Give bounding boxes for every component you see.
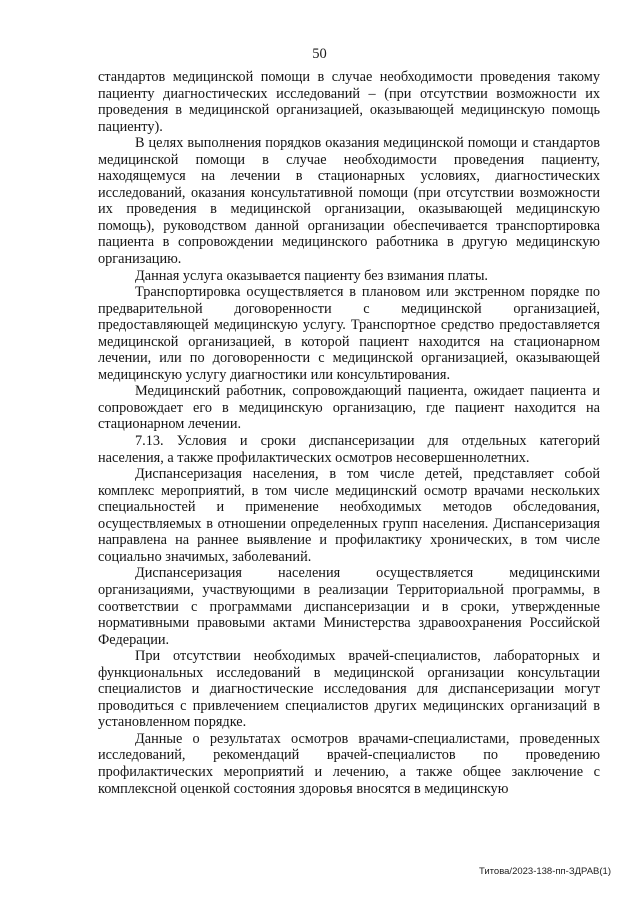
section-heading-7-13: 7.13. Условия и сроки диспансеризации для отдельных категорий населения, а также профилактических осмотров несовершеннолетних. <box>98 433 600 466</box>
paragraph-escort-worker: Медицинский работник, сопровождающий пациента, ожидает пациента и сопровождает его в медицинскую организацию, где пациент находится на стационарном лечении. <box>98 383 600 433</box>
paragraph-free-service: Данная услуга оказывается пациенту без взимания платы. <box>135 267 488 284</box>
paragraph-dispensarization-organizations: Диспансеризация населения осуществляется медицинскими организациями, участвующими в реализации Территориальной программы, в соответствии с программами диспансеризации и в сроки, утвержденные нормативными правовыми актами Министерства здравоохранения Российской Федерации. <box>98 565 600 648</box>
paragraph-specialists-absence: При отсутствии необходимых врачей-специалистов, лабораторных и функциональных исследований в медицинской организации консультации специалистов и диагностические исследования для диспансеризации могут проводиться с привлечением специалистов других медицинских организаций в установленном порядке. <box>98 648 600 731</box>
document-footer-reference: Титова/2023-138-пп-ЗДРАВ(1) <box>478 866 611 877</box>
paragraph-results-data: Данные о результатах осмотров врачами-специалистами, проведенных исследований, рекомендаций врачей-специалистов по проведению профилактических мероприятий и лечению, а также общее заключение с комплексной оценкой состояния здоровья вносятся в медицинскую <box>98 730 600 797</box>
paragraph-transport-order: Транспортировка осуществляется в плановом или экстренном порядке по предварительной договоренности с медицинской организацией, предоставляющей медицинскую услугу. Транспортное средство предоставляется медицинской организацией, в которой пациент находится на стационарном лечении, или по договоренности с медицинской организацией, оказывающей медицинскую услугу диагностики или консультирования. <box>98 284 600 383</box>
page-number: 50 <box>312 46 327 62</box>
paragraph-continuation: стандартов медицинской помощи в случае необходимости проведения такому пациенту диагностических исследований – (при отсутствии возможности их проведения в медицинской организацией, оказывающей медицинскую помощь пациенту). <box>98 69 600 135</box>
document-body <box>98 69 600 797</box>
paragraph-transport-purpose: В целях выполнения порядков оказания медицинской помощи и стандартов медицинской помощи в случае необходимости проведения пациенту, находящемуся на лечении в стационарных условиях, диагностических исследований, оказания консультативной помощи (при отсутствии возможности их проведения в медицинской организации, оказывающей медицинскую помощь), руководством данной организации обеспечивается транспортировка пациента в сопровождении медицинского работника в другую медицинскую организацию. <box>98 135 600 268</box>
paragraph-dispensarization-definition: Диспансеризация населения, в том числе детей, представляет собой комплекс мероприятий, в том числе медицинский осмотр врачами нескольких специальностей и применение необходимых методов обследования, осуществляемых в отношении определенных групп населения. Диспансеризация направлена на раннее выявление и профилактику хронических, в том числе социально значимых, заболеваний. <box>98 466 600 565</box>
